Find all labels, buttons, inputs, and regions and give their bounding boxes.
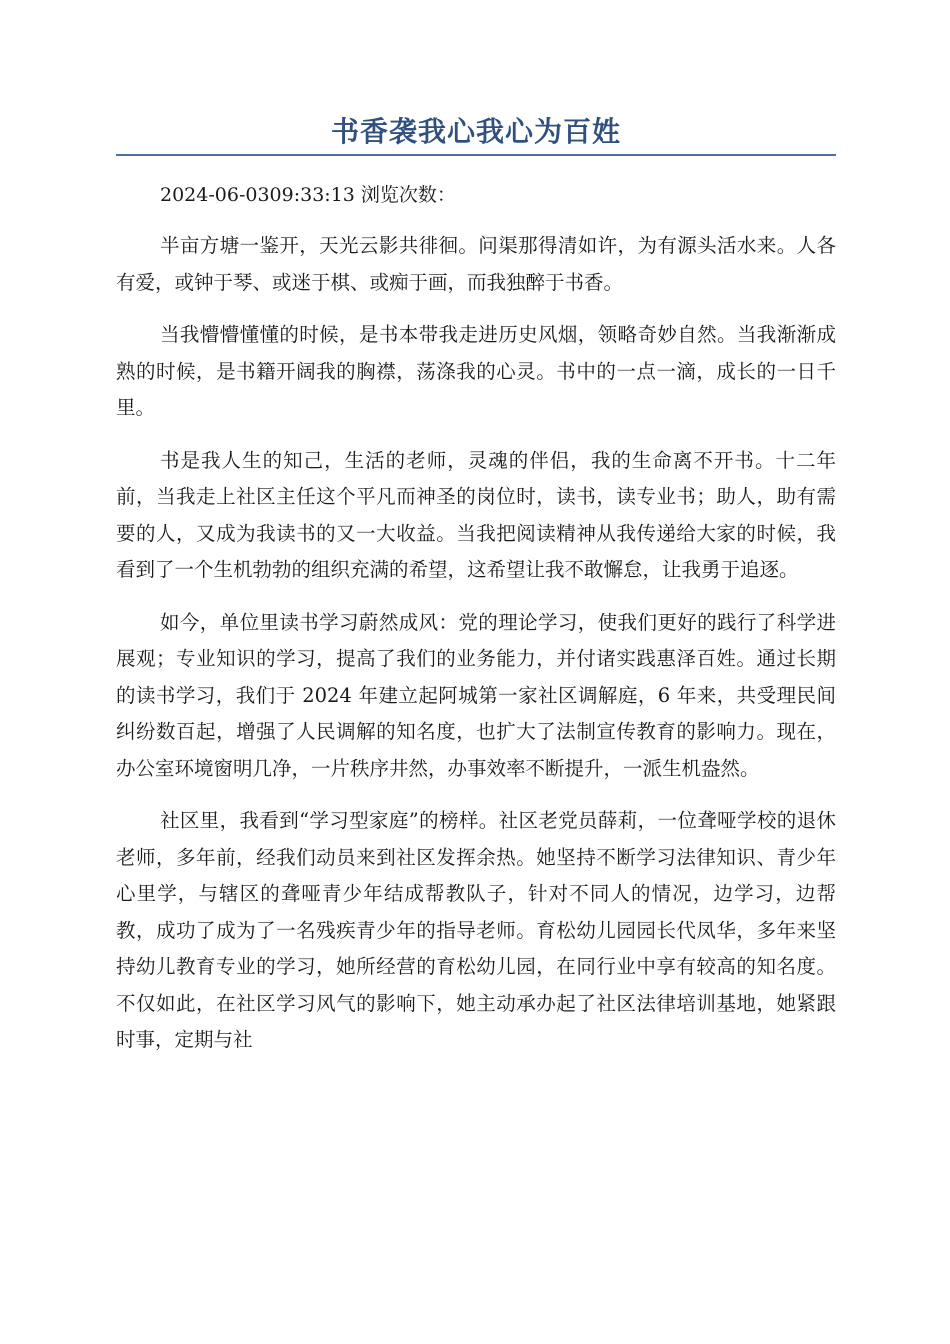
title-underline xyxy=(116,154,836,156)
paragraph-5: 社区里，我看到“学习型家庭”的榜样。社区老党员薛莉，一位聋哑学校的退休老师，多年前，经我们动员来到社区发挥余热。她坚持不断学习法律知识、青少年心里学，与辖区的聋哑青少年结成帮教队子，针对不同人的情况，边学习，边帮教，成功了成为了一名残疾青少年的指导老师。育松幼儿园园长代凤华，多年来坚持幼儿教育专业的学习，她所经营的育松幼儿园，在同行业中享有较高的知名度。不仅如此，在社区学习风气的影响下，她主动承办起了社区法律培训基地，她紧跟时事，定期与社 xyxy=(116,809,836,1051)
paragraph-3: 书是我人生的知己，生活的老师，灵魂的伴侣，我的生命离不开书。十二年前，当我走上社区主任这个平凡而神圣的岗位时，读书，读专业书；助人，助有需要的人，又成为我读书的又一大收益。当我把阅读精神从我传递给大家的时候，我看到了一个生机勃勃的组织充满的希望，这希望让我不敢懈怠，让我勇于追逐。 xyxy=(116,448,836,581)
document-page xyxy=(116,110,836,1075)
document-title: 书香袭我心我心为百姓 xyxy=(330,115,621,148)
paragraph-4: 如今，单位里读书学习蔚然成风：党的理论学习，使我们更好的践行了科学进展观；专业知识的学习，提高了我们的业务能力，并付诸实践惠泽百姓。通过长期的读书学习，我们于 2024 年建立起阿城第一家社区调解庭，6 年来，共受理民间纠纷数百起，增强了人民调解的知名度，也扩大了法制宣传教育的影响力。现在，办公室环境窗明几净，一片秩序井然，办事效率不断提升，一派生机盎然。 xyxy=(116,610,836,780)
paragraph-1: 半亩方塘一鉴开，天光云影共徘徊。问渠那得清如许，为有源头活水来。人各有爱，或钟于琴、或迷于棋、或痴于画，而我独醉于书香。 xyxy=(116,234,836,294)
publish-meta: 2024-06-0309:33:13 浏览次数： xyxy=(160,184,456,206)
paragraph-2: 当我懵懵懂懂的时候，是书本带我走进历史风烟，领略奇妙自然。当我渐渐成熟的时候，是书籍开阔我的胸襟，荡涤我的心灵。书中的一点一滴，成长的一日千里。 xyxy=(116,323,836,419)
